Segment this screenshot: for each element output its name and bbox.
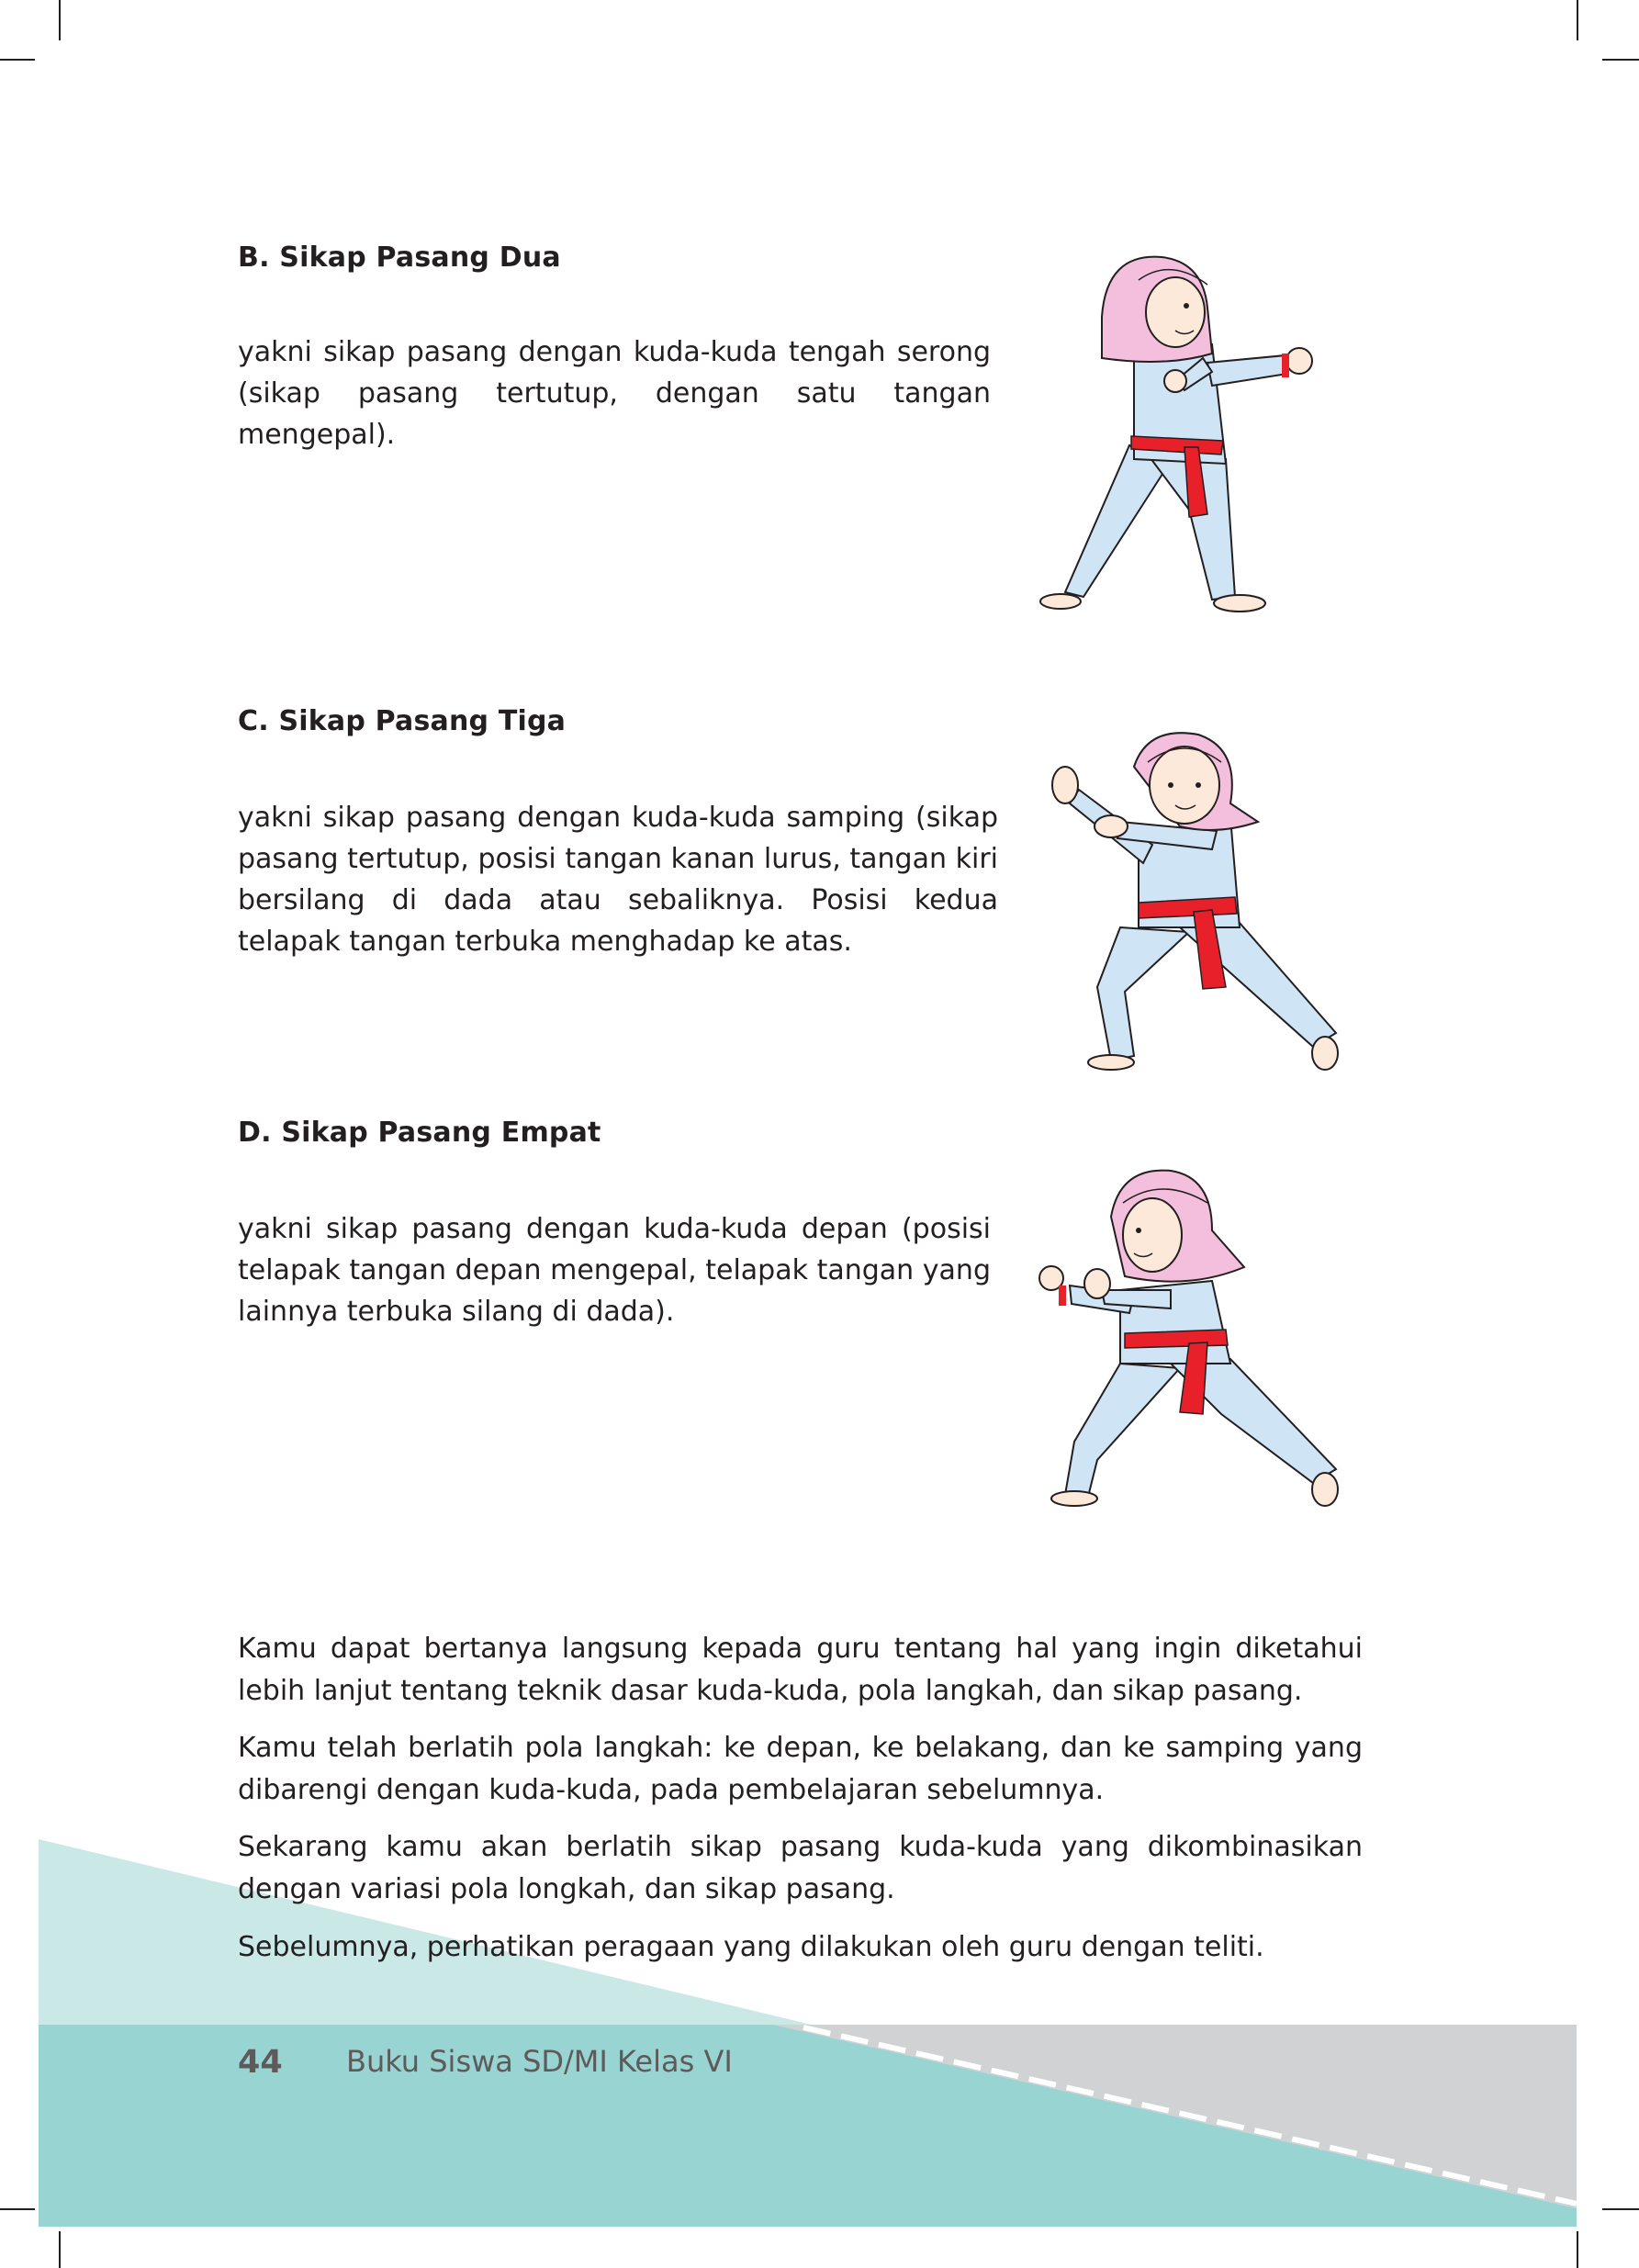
section-body-d: yakni sikap pasang dengan kuda-kuda depan (posisi telapak tangan depan mengepal, telapak tangan yang lainnya terbuka silang di dada). (238, 1213, 991, 1328)
pencak-silat-pose-two-illustration (1028, 253, 1345, 638)
page-number: 44 (238, 2044, 283, 2081)
pencak-silat-pose-four-illustration (1033, 1166, 1350, 1515)
paragraph-practiced-steps: Kamu telah berlatih pola langkah: ke depan, ke belakang, dan ke samping yang dibarengi dengan kuda-kuda, pada pembelajaran sebelumnya. (238, 1732, 1363, 1806)
section-body-c: yakni sikap pasang dengan kuda-kuda samping (sikap pasang tertutup, posisi tangan kanan lurus, tangan kiri bersilang di dada atau sebaliknya. Posisi kedua telapak tangan terbuka menghadap ke atas. (238, 802, 998, 958)
section-title-c: C. Sikap Pasang Tiga (238, 705, 567, 737)
section-body-b: yakni sikap pasang dengan kuda-kuda tengah serong (sikap pasang tertutup, dengan satu tangan mengepal). (238, 336, 991, 451)
section-title-b: B. Sikap Pasang Dua (238, 241, 561, 274)
paragraph-ask-teacher: Kamu dapat bertanya langsung kepada guru tentang hal yang ingin diketahui lebih lanjut tentang teknik dasar kuda-kuda, pola langkah, dan sikap pasang. (238, 1633, 1363, 1707)
paragraph-observe-teacher: Sebelumnya, perhatikan peragaan yang dilakukan oleh guru dengan teliti. (238, 1931, 1264, 1963)
paragraph-now-practice: Sekarang kamu akan berlatih sikap pasang kuda-kuda yang dikombinasikan dengan variasi pola longkah, dan sikap pasang. (238, 1831, 1363, 1905)
book-title: Buku Siswa SD/MI Kelas VI (346, 2044, 733, 2079)
pencak-silat-pose-three-illustration (1033, 730, 1350, 1079)
section-title-d: D. Sikap Pasang Empat (238, 1117, 601, 1149)
